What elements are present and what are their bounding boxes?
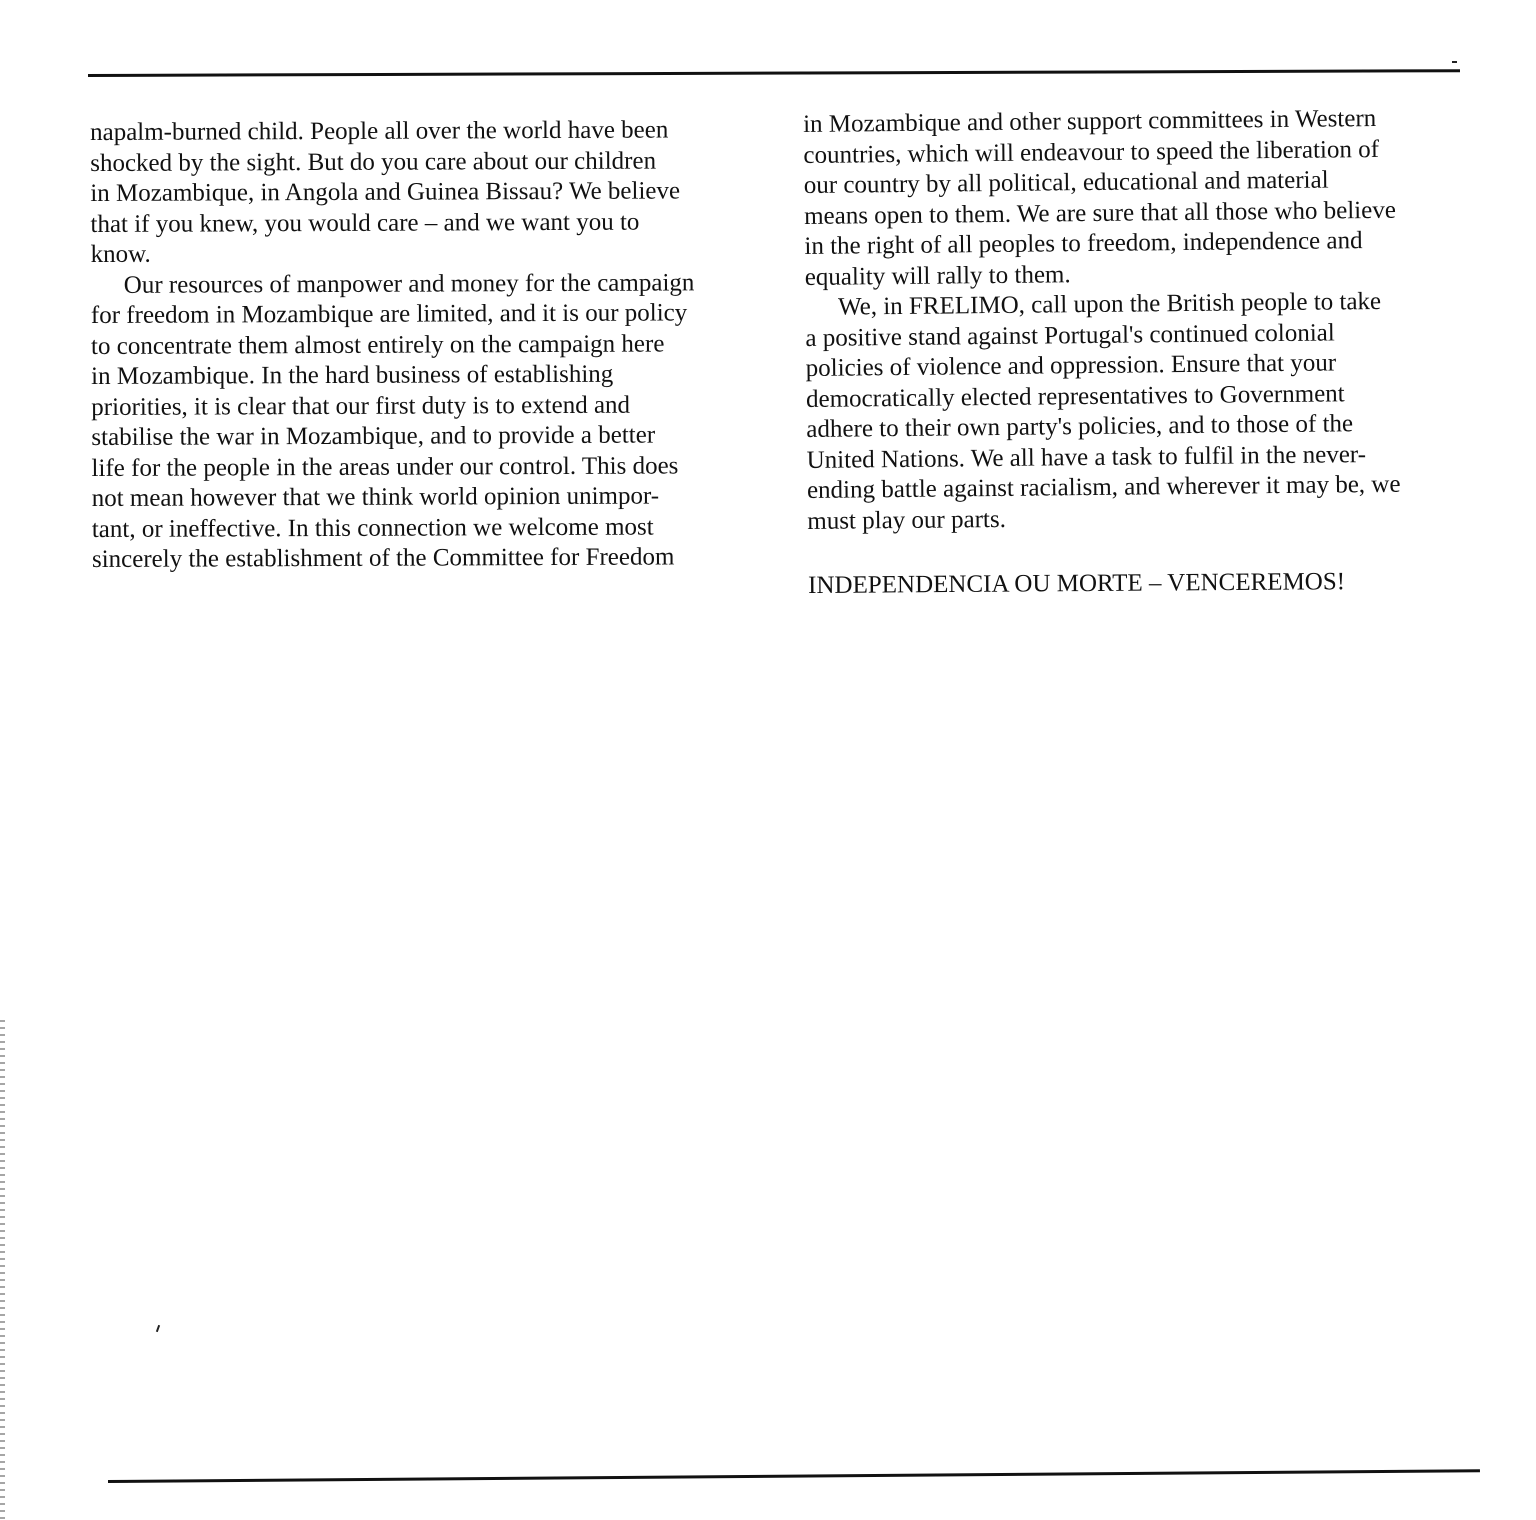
text-line: tant, or ineffective. In this connection we welcome most bbox=[91, 513, 654, 543]
left-column bbox=[90, 115, 772, 575]
text-line: equality will rally to them. bbox=[804, 260, 1071, 291]
paragraph-start-line: We, in FRELIMO, call upon the British people to take bbox=[837, 287, 1382, 321]
text-line: stabilise the war in Mozambique, and to provide a better bbox=[91, 421, 656, 451]
text-line: know. bbox=[90, 240, 151, 268]
text-line: in the right of all peoples to freedom, independence and bbox=[804, 227, 1363, 260]
text-line: priorities, it is clear that our first duty is to extend and bbox=[91, 391, 631, 421]
closing-slogan: INDEPENDENCIA OU MORTE – VENCEREMOS! bbox=[808, 568, 1346, 599]
text-line: to concentrate them almost entirely on the campaign here bbox=[90, 329, 665, 360]
scan-edge-artifact bbox=[0, 1020, 5, 1520]
text-line: in Mozambique, in Angola and Guinea Bissau? We believe bbox=[90, 177, 681, 207]
text-line: our country by all political, educational and material bbox=[803, 166, 1329, 199]
text-line: means open to them. We are sure that all those who believe bbox=[803, 196, 1397, 230]
ink-speck bbox=[1452, 61, 1457, 63]
text-line: sincerely the establishment of the Committee for Freedom bbox=[91, 543, 675, 573]
right-column bbox=[803, 103, 1477, 537]
text-line: democratically elected representatives to Government bbox=[805, 379, 1345, 413]
text-line: countries, which will endeavour to speed the liberation of bbox=[803, 135, 1380, 169]
text-line: adhere to their own party's policies, and to those of the bbox=[806, 410, 1354, 443]
text-line: in Mozambique. In the hard business of establishing bbox=[91, 360, 614, 390]
text-line: napalm-burned child. People all over the world have been bbox=[90, 116, 669, 146]
text-line: a positive stand against Portugal's continued colonial bbox=[805, 318, 1335, 352]
bottom-rule bbox=[108, 1469, 1480, 1483]
text-line: for freedom in Mozambique are limited, and it is our policy bbox=[90, 299, 688, 329]
paragraph-start-line: Our resources of manpower and money for the campaign bbox=[123, 268, 695, 299]
text-line: United Nations. We all have a task to fulfil in the never- bbox=[806, 440, 1367, 474]
top-rule bbox=[88, 69, 1460, 77]
text-line: that if you knew, you would care – and we want you to bbox=[90, 208, 640, 238]
text-line: policies of violence and oppression. Ensure that your bbox=[805, 349, 1337, 382]
text-line: not mean however that we think world opinion unimpor- bbox=[91, 482, 660, 512]
ink-speck bbox=[156, 1325, 160, 1332]
text-line: in Mozambique and other support committees in Western bbox=[803, 104, 1377, 138]
text-line: life for the people in the areas under our control. This does bbox=[91, 451, 679, 482]
text-line: shocked by the sight. But do you care about our children bbox=[90, 147, 657, 177]
text-line: must play our parts. bbox=[807, 505, 1007, 535]
text-line: ending battle against racialism, and wherever it may be, we bbox=[806, 470, 1401, 504]
